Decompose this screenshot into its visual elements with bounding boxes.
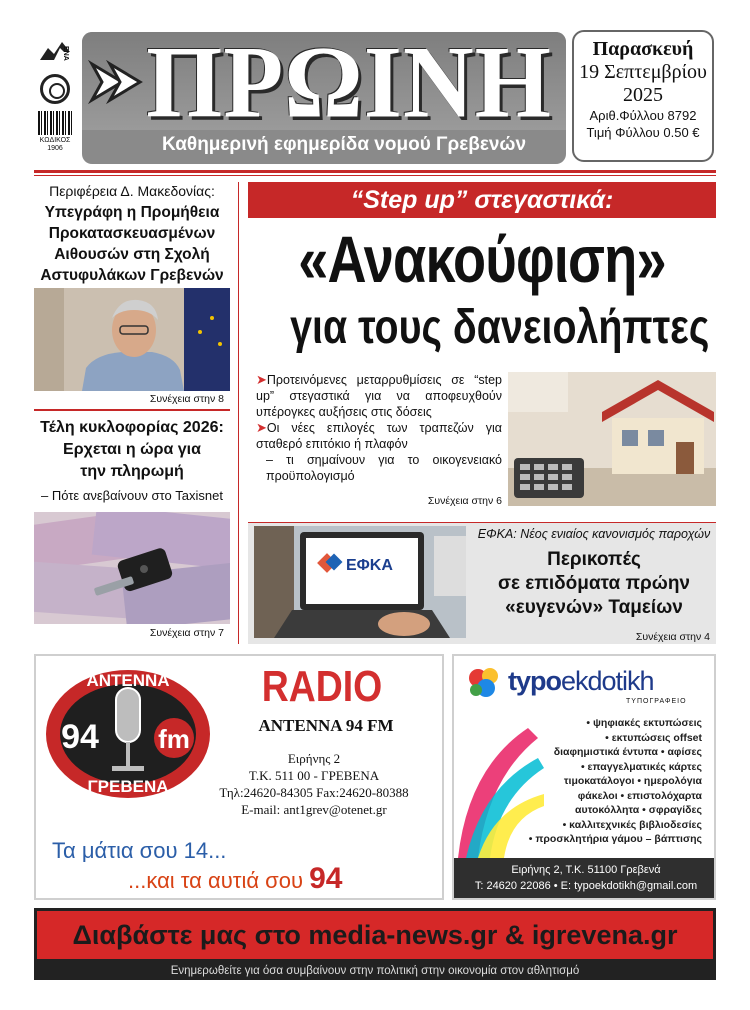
typo-address: Ειρήνης 2, Τ.Κ. 51100 Γρεβενά (511, 864, 661, 876)
read-online-banner[interactable]: Διαβάστε μας στο media-news.gr & igrevena.gr (34, 908, 716, 962)
radio-slogan-2-text: ...και τα αυτιά σου (128, 868, 310, 893)
story1-headline-line: Προκατασκευασμένων (48, 225, 216, 242)
radio-email[interactable]: E-mail: ant1grev@otenet.gr (241, 802, 387, 817)
story1-photo (34, 288, 230, 391)
story2-photo (34, 512, 230, 624)
story1-headline-line: Αστυφυλάκων Γρεβενών (40, 267, 224, 284)
radio-address-line: Τηλ:24620-84305 Fax:24620-80388 (219, 785, 409, 800)
story2-subhead: – Πότε ανεβαίνουν στο Taxisnet (41, 488, 223, 503)
story1-headline-line: Υπεγράφη η Προμήθεια (44, 204, 220, 221)
newspaper-title: ΠΡΩΙΝΗ (146, 32, 552, 140)
typo-name (508, 666, 654, 697)
story2-headline-line: Ερχεται η ώρα για (63, 441, 201, 458)
bullet-text: Οι νέες επιλογές των τραπεζών για σταθερό επιτόκιο ή πλαφόν (256, 421, 502, 451)
barcode-icon (38, 111, 72, 135)
arrow-right-icon: ➤ (256, 420, 267, 435)
issue-number: Αριθ.Φύλλου 8792 (589, 108, 697, 123)
laptop-efka-image (254, 526, 466, 638)
masthead (82, 32, 566, 164)
main-story-kicker: “Step up” στεγαστικά: (248, 182, 716, 218)
code-label: ΚΩΔΙΚΟΣ (39, 137, 71, 144)
service-item: • εκτυπώσεις offset (605, 731, 702, 744)
seal-icon (40, 74, 70, 104)
column-divider (238, 182, 239, 644)
bullet-text: Προτεινόμενες μεταρρυθμίσεις σε “step up” στεγαστικά για να αποφευχθούν υπέρογκες αυξήσεις στις δόσεις (256, 373, 502, 419)
story2-continued[interactable]: Συνέχεια στην 7 (149, 627, 224, 639)
efka-continued[interactable]: Συνέχεια στην 4 (635, 631, 710, 643)
service-item: τιμοκατάλογοι • ημερολόγια (563, 775, 702, 787)
radio-logo-top: ΑΝΤΕΝΝΑ (86, 671, 170, 690)
main-story-continued[interactable]: Συνέχεια στην 6 (427, 495, 502, 507)
radio-title: RADIO (261, 662, 383, 711)
bullet-item (256, 372, 502, 420)
banknotes-car-key-image (34, 512, 230, 624)
bullet-tail: – τι σημαίνουν για το οικογενειακό προϋπολογισμό (266, 453, 502, 483)
banner-strip: Ενημερωθείτε για όσα συμβαίνουν στην πολιτική στην οικονομία στον αθλητισμό (34, 962, 716, 980)
radio-subtitle: ANTENNA 94 FM (258, 716, 394, 735)
typo-services-list (529, 716, 702, 847)
service-item: • επαγγελματικές κάρτες (580, 760, 702, 773)
main-story-headline[interactable]: «Ανακούφιση» (298, 222, 666, 296)
radio-slogan-2-number: 94 (309, 862, 343, 895)
code-value: 1906 (47, 144, 63, 152)
radio-address-line: Τ.Κ. 511 00 - ΓΡΕΒΕΝΑ (248, 768, 380, 783)
radio-logo-number: 94 (61, 718, 99, 756)
main-story-headline-2[interactable]: για τους δανειολήπτες (290, 301, 710, 354)
newspaper-subtitle: Καθημερινή εφημερίδα νομού Γρεβενών (161, 134, 527, 155)
issue-datebox (572, 30, 714, 162)
radio-logo-bottom: ΓΡΕΒΕΝΑ (87, 777, 169, 796)
bullet-item (256, 420, 502, 452)
typo-contact[interactable]: Τ: 24620 22086 • Ε: typoekdotikh@gmail.com (474, 880, 698, 892)
efka-headline-line: «ευγενών» Ταμείων (505, 597, 683, 618)
efka-logo-text: ΕΦΚΑ (346, 557, 393, 574)
masthead-side-logos (34, 40, 76, 165)
typo-logo (464, 664, 708, 704)
service-item: αυτοκόλλητα • σφραγίδες (575, 804, 702, 816)
service-item: διαφημιστικά έντυπα • αφίσες (553, 746, 702, 758)
efka-headline-line: σε επιδόματα πρώην (497, 573, 690, 594)
story2-headline[interactable] (34, 417, 230, 483)
story2-headline-line: την πληρωμή (80, 463, 184, 480)
radio-slogan-1: Τα μάτια σου 14... (52, 838, 227, 863)
house-model-image (508, 372, 716, 506)
story1-headline[interactable] (34, 202, 230, 286)
main-story-bullets (256, 372, 502, 484)
efka-headline-line: Περικοπές (547, 549, 641, 570)
issue-price: Τιμή Φύλλου 0.50 € (586, 125, 700, 140)
typo-footer (454, 858, 716, 900)
divider (34, 170, 716, 173)
issue-year: 2025 (623, 84, 663, 106)
efka-headline[interactable] (472, 548, 716, 620)
story1-kicker: Περιφέρεια Δ. Μακεδονίας: (49, 183, 215, 199)
radio-logo-unit: fm (158, 724, 190, 754)
print-shop-advertisement[interactable] (452, 654, 716, 900)
efka-photo (254, 526, 466, 638)
divider (34, 409, 230, 411)
portrait-image (34, 288, 230, 391)
service-item: φάκελοι • επιστολόχαρτα (577, 789, 702, 802)
typo-tagline: ΤΥΠΟΓΡΑΦΕΙΟ (626, 698, 687, 705)
arrow-right-icon: ➤ (256, 372, 267, 387)
service-item: • ψηφιακές εκτυπώσεις (586, 717, 702, 729)
main-story-photo (508, 372, 716, 506)
radio-address-line: Ειρήνης 2 (287, 751, 341, 766)
divider (34, 175, 716, 176)
story1-continued[interactable]: Συνέχεια στην 8 (149, 393, 224, 405)
story1-headline-line: Αιθουσών στη Σχολή (54, 246, 210, 263)
typo-name-b: ekdotikh (561, 666, 654, 696)
radio-slogan-2 (128, 862, 343, 896)
radio-advertisement[interactable] (34, 654, 444, 900)
service-item: • καλλιτεχνικές βιβλιοδεσίες (562, 818, 702, 831)
typo-name-a: typo (508, 666, 561, 696)
service-item: • προσκλητήρια γάμου – βάπτισης (528, 833, 702, 845)
efka-kicker: ΕΦΚΑ: Νέος ενιαίος κανονισμός παροχών (477, 527, 711, 541)
badge-label: ΕΝΑ (62, 46, 69, 61)
story2-headline-line: Τέλη κυκλοφορίας 2026: (40, 419, 224, 436)
color-splash-icon (464, 664, 504, 702)
radio-address (186, 750, 442, 818)
issue-date: 19 Σεπτεμβρίου (579, 61, 707, 83)
code-block (34, 137, 76, 152)
issue-day: Παρασκευή (592, 38, 694, 60)
